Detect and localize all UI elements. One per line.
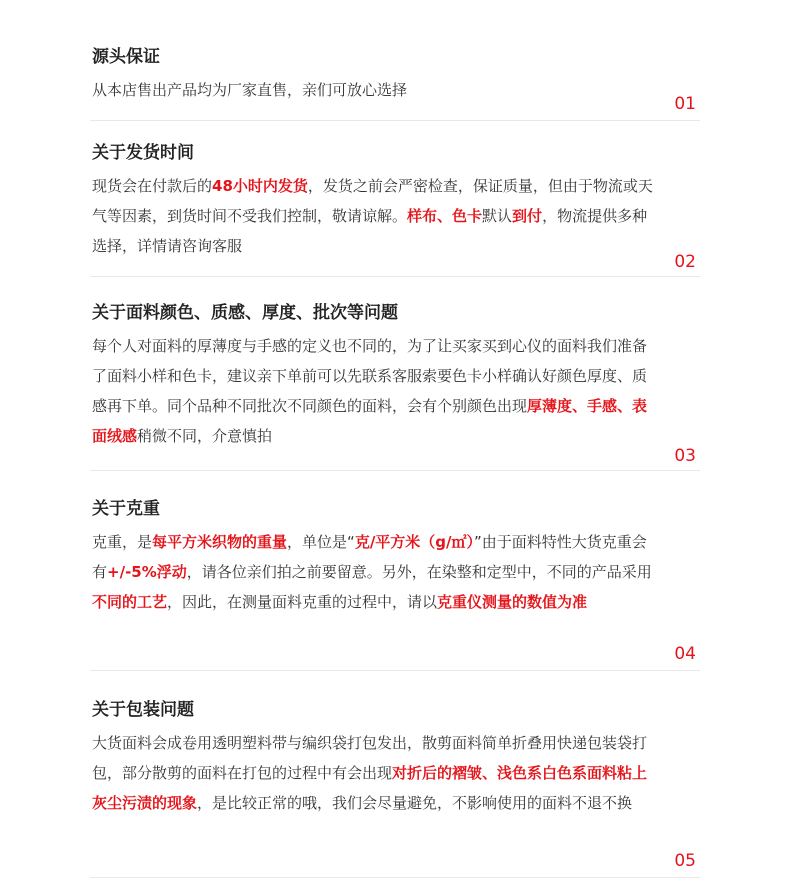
section-body (92, 75, 658, 105)
body-text: ，发货之前会严密检查，保证质量，但由于物流或天气等因素，到货时间不受我们控制，敬请谅解。 (92, 177, 653, 225)
body-text: 现货会在付款后的 (92, 177, 213, 195)
section-title: 关于克重 (92, 499, 160, 519)
body-highlight: 厚薄度、手感、表面绒感 (92, 397, 648, 445)
divider (90, 877, 700, 878)
section-number: 01 (674, 94, 696, 114)
body-highlight: 克/平方米（g/㎡） (354, 533, 475, 551)
body-highlight: 到付 (512, 207, 543, 225)
section-number: 03 (674, 446, 696, 466)
body-text: 稍微不同，介意慎拍 (137, 427, 273, 445)
body-text: ，请各位亲们拍之前要留意。另外，在染整和定型中，不同的产品采用 (186, 563, 652, 581)
body-text: ，物流提供多种选择，详情请咨询客服 (92, 207, 648, 255)
body-text: 克重，是 (92, 533, 153, 551)
section-body (92, 728, 658, 818)
body-text: 大货面料会成卷用透明塑料带与编织袋打包发出，散剪面料简单折叠用快递包装袋打包，部分散剪的面料在打包的过程中有会出现 (92, 734, 648, 782)
body-text: 从本店售出产品均为厂家直售，亲们可放心选择 (92, 81, 408, 99)
body-text: 默认 (482, 207, 513, 225)
body-text: 每个人对面料的厚薄度与手感的定义也不同的，为了让买家买到心仪的面料我们准备了面料小样和色卡，建议亲下单前可以先联系客服索要色卡小样确认好颜色厚度、质感再下单。同个品种不同批次不同颜色的面料，会有个别颜色出现 (92, 337, 648, 415)
body-text: ，因此，在测量面料克重的过程中，请以 (167, 593, 438, 611)
body-highlight: 样布、色卡 (407, 207, 483, 225)
section-number: 02 (674, 252, 696, 272)
section-number: 05 (674, 851, 696, 871)
body-highlight: 不同的工艺 (92, 593, 168, 611)
body-text: ，单位是“ (287, 533, 355, 551)
section-body (92, 527, 658, 617)
divider (90, 276, 700, 277)
body-text: ，是比较正常的哦，我们会尽量避免，不影响使用的面料不退不换 (197, 794, 633, 812)
divider (90, 670, 700, 671)
body-highlight: 对折后的褶皱、浅色系白色系面料粘上灰尘污渍的现象 (92, 764, 648, 812)
section-title: 关于面料颜色、质感、厚度、批次等问题 (92, 303, 398, 323)
section-number: 04 (674, 644, 696, 664)
divider (90, 470, 700, 471)
divider (90, 120, 700, 121)
section-title: 关于包装问题 (92, 700, 194, 720)
section-body (92, 331, 658, 451)
body-highlight: 48小时内发货 (212, 177, 308, 195)
section-title: 关于发货时间 (92, 143, 194, 163)
body-text: ”由于面料特性大货克重会有 (92, 533, 647, 581)
body-highlight: +/-5%浮动 (107, 563, 187, 581)
section-title: 源头保证 (92, 47, 160, 67)
section-body (92, 171, 658, 261)
body-highlight: 每平方米织物的重量 (152, 533, 288, 551)
body-highlight: 克重仪测量的数值为准 (437, 593, 588, 611)
